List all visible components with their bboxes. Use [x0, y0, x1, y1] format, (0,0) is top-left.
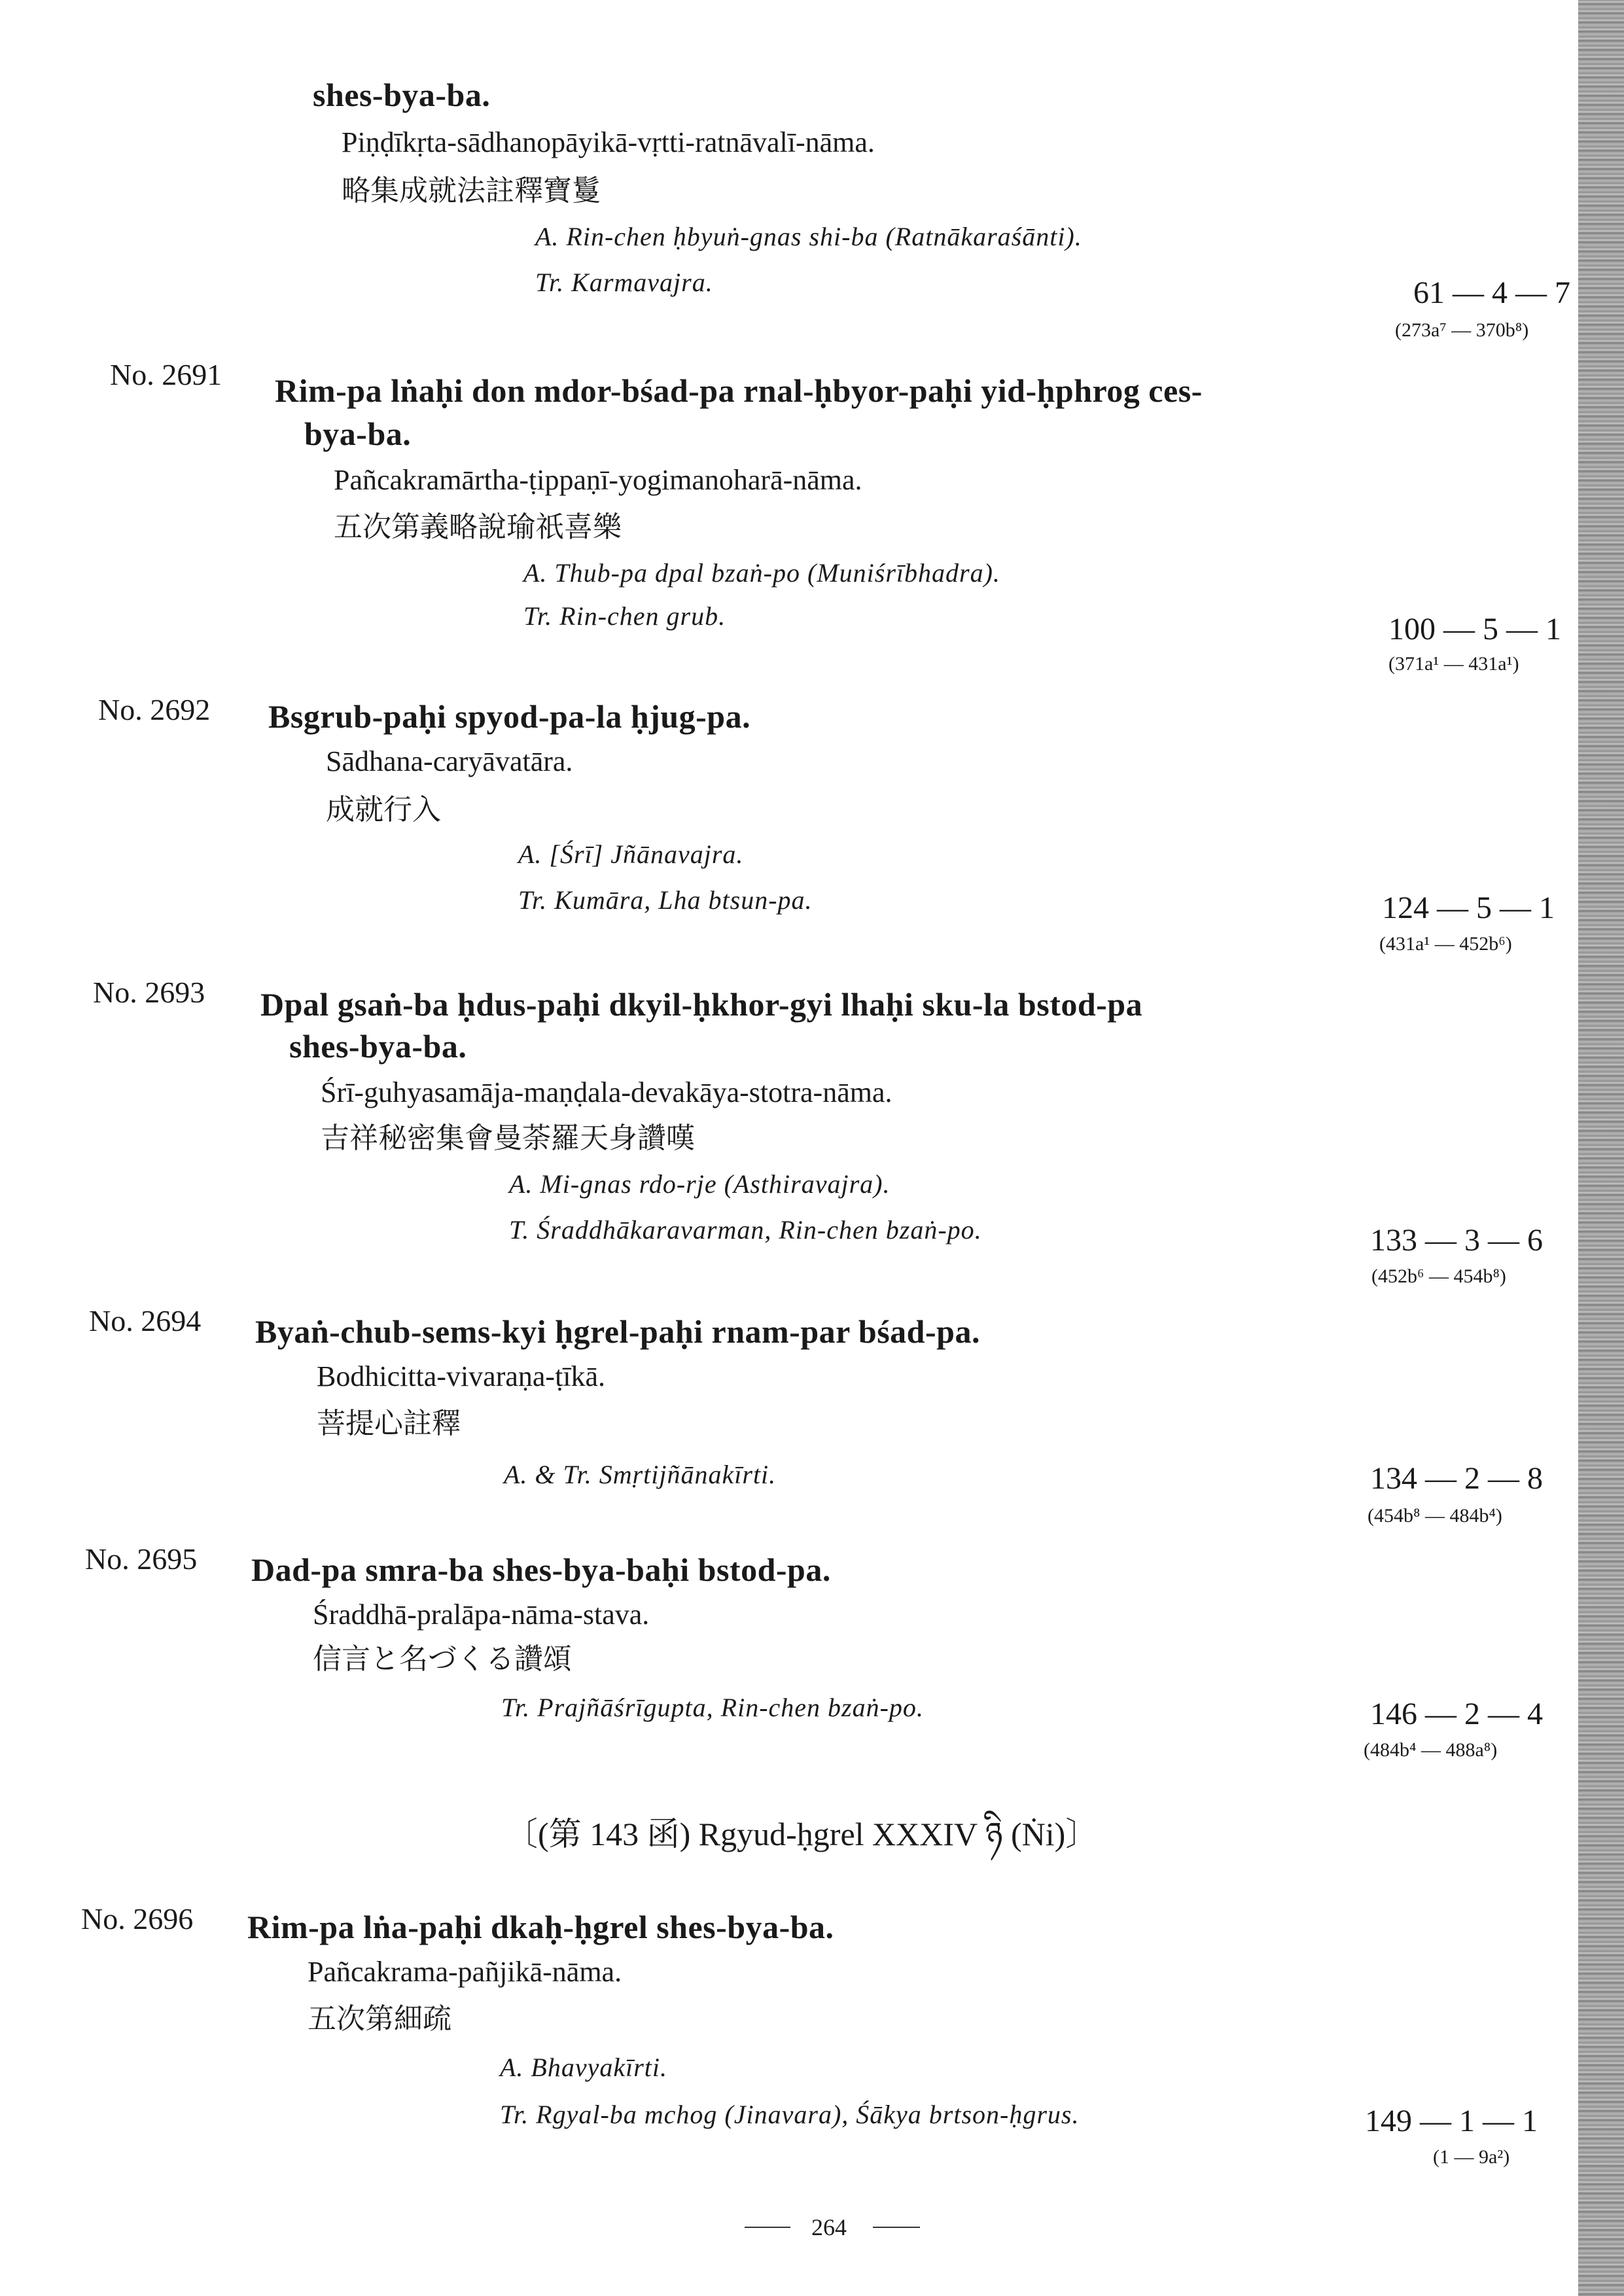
volume-reference: 146 — 2 — 4 [1370, 1697, 1543, 1731]
sanskrit-title: Pañcakrama-pañjikā-nāma. [308, 1956, 622, 1988]
entry-title: Dad-pa smra-ba shes-bya-baḥi bstod-pa. [251, 1551, 831, 1588]
folio-range: (431a¹ — 452b⁶) [1379, 933, 1512, 955]
entry-number: No. 2694 [89, 1304, 202, 1337]
translator-line: Tr. Rin-chen grub. [523, 601, 726, 631]
author-line: A. Rin-chen ḥbyuṅ-gnas shi-ba (Ratnākaraśānti). [535, 222, 1082, 251]
volume-reference: 100 — 5 — 1 [1388, 612, 1561, 646]
sanskrit-title: Śraddhā-pralāpa-nāma-stava. [313, 1598, 650, 1631]
sanskrit-title: Pañcakramārtha-ṭippaṇī-yogimanoharā-nāma. [334, 464, 862, 496]
volume-reference: 61 — 4 — 7 [1413, 275, 1570, 310]
folio-range: (454b⁸ — 484b⁴) [1368, 1505, 1502, 1527]
sanskrit-title: Bodhicitta-vivaraṇa-ṭīkā. [317, 1360, 606, 1392]
folio-range: (484b⁴ — 488a⁸) [1364, 1739, 1498, 1761]
chinese-title: 五次第細疏 [308, 2002, 451, 2036]
entry-number: No. 2695 [85, 1542, 198, 1576]
entry-title-line2: shes-bya-ba. [289, 1028, 467, 1065]
translator-line: Tr. Kumāra, Lha btsun-pa. [518, 885, 813, 915]
sanskrit-title: Śrī-guhyasamāja-maṇḍala-devakāya-stotra-nāma. [321, 1076, 892, 1108]
author-line: A. [Śrī] Jñānavajra. [518, 839, 744, 869]
chinese-title: 成就行入 [326, 793, 441, 826]
author-line: A. Mi-gnas rdo-rje (Asthiravajra). [509, 1169, 891, 1199]
page-number-rule-left [745, 2227, 790, 2228]
volume-reference: 134 — 2 — 8 [1370, 1461, 1543, 1496]
entry-number: No. 2693 [93, 976, 205, 1009]
entry-title: Rim-pa lṅaḥi don mdor-bśad-pa rnal-ḥbyor-paḥi yid-ḥphrog ces- [275, 372, 1203, 409]
translator-line: Tr. Prajñāśrīgupta, Rin-chen bzaṅ-po. [501, 1693, 924, 1722]
entry-title: Dpal gsaṅ-ba ḥdus-paḥi dkyil-ḥkhor-gyi lhaḥi sku-la bstod-pa [260, 986, 1143, 1023]
page-number-rule-right [873, 2227, 920, 2228]
author-translator-line: A. & Tr. Smṛtijñānakīrti. [504, 1460, 777, 1489]
translator-line: Tr. Rgyal-ba mchog (Jinavara), Śākya brtson-ḥgrus. [500, 2100, 1080, 2129]
folio-range: (452b⁶ — 454b⁸) [1371, 1265, 1506, 1287]
chinese-title: 吉祥秘密集會曼荼羅天身讚嘆 [321, 1122, 695, 1155]
folio-range: (371a¹ — 431a¹) [1388, 653, 1519, 675]
entry-title: Bsgrub-paḥi spyod-pa-la ḥjug-pa. [268, 698, 751, 735]
sanskrit-title: Piṇḍīkṛta-sādhanopāyikā-vṛtti-ratnāvalī-nāma. [342, 126, 875, 158]
translator-line: Tr. Karmavajra. [535, 268, 713, 297]
chinese-title: 略集成就法註釋寶鬘 [342, 174, 601, 207]
entry-number: No. 2692 [98, 693, 211, 726]
entry-title-line2: bya-ba. [304, 415, 412, 452]
entry-title: Rim-pa lṅa-paḥi dkaḥ-ḥgrel shes-bya-ba. [247, 1909, 834, 1945]
entry-number: No. 2691 [110, 358, 222, 391]
section-heading: 〔(第 143 函) Rgyud-ḥgrel XXXIV ཉི (Ṅi)〕 [505, 1816, 1099, 1852]
translator-line: T. Śraddhākaravarman, Rin-chen bzaṅ-po. [509, 1215, 982, 1245]
folio-range: (1 — 9a²) [1433, 2146, 1510, 2168]
entry-number: No. 2696 [81, 1902, 194, 1935]
volume-reference: 133 — 3 — 6 [1370, 1223, 1543, 1258]
chinese-title: 菩提心註釋 [317, 1407, 461, 1440]
chinese-title: 信言と名づくる讚頌 [313, 1642, 572, 1676]
sanskrit-title: Sādhana-caryāvatāra. [326, 745, 573, 777]
entry-title: Byaṅ-chub-sems-kyi ḥgrel-paḥi rnam-par bśad-pa. [255, 1313, 980, 1350]
chinese-title: 五次第義略說瑜祇喜樂 [334, 510, 622, 544]
page-number: 264 [811, 2214, 847, 2240]
author-line: A. Bhavyakīrti. [500, 2053, 668, 2082]
page-edge-shadow [1578, 0, 1624, 2296]
volume-reference: 124 — 5 — 1 [1382, 891, 1555, 925]
folio-range: (273a⁷ — 370b⁸) [1395, 319, 1529, 341]
entry-title-continuation: shes-bya-ba. [313, 77, 491, 113]
volume-reference: 149 — 1 — 1 [1365, 2104, 1538, 2138]
author-line: A. Thub-pa dpal bzaṅ-po (Muniśrībhadra). [523, 558, 1000, 588]
